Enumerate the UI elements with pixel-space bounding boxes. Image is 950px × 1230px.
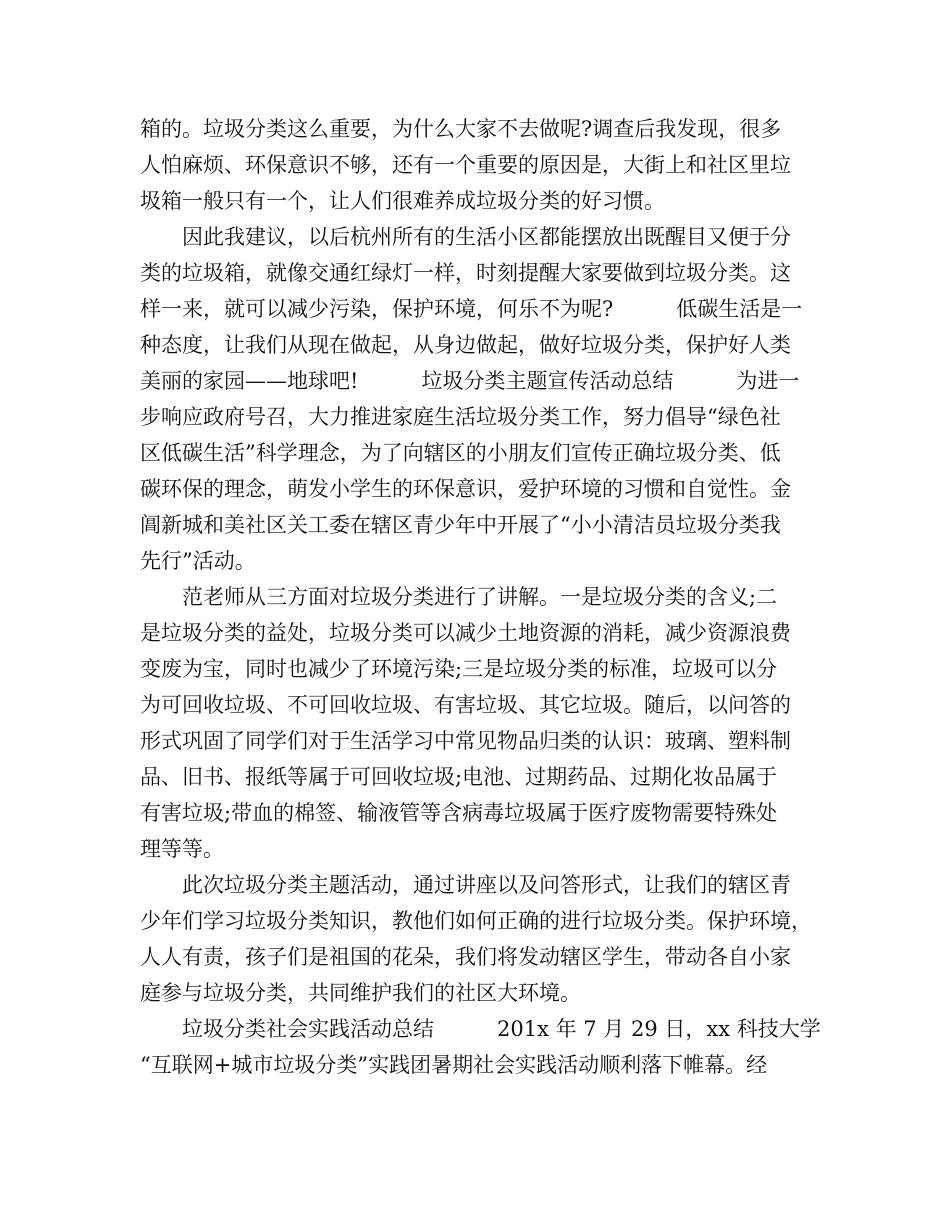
text-line: 美丽的家园——地球吧! 垃圾分类主题宣传活动总结 为进一 <box>140 369 800 393</box>
text-line: 为可回收垃圾、不可回收垃圾、有害垃圾、其它垃圾。随后，以问答的 <box>140 693 791 717</box>
text-line: 区低碳生活”科学理念，为了向辖区的小朋友们宣传正确垃圾分类、低 <box>140 441 781 465</box>
paragraph-2 <box>140 219 810 579</box>
text-line: 庭参与垃圾分类，共同维护我们的社区大环境。 <box>140 981 581 1005</box>
text-line: 变废为宝，同时也减少了环境污染;三是垃圾分类的标准，垃圾可以分 <box>140 657 778 681</box>
text-line: 垃圾分类社会实践活动总结 201x 年 7 月 29 日，xx 科技大学 <box>182 1017 821 1041</box>
document-page <box>140 111 821 1083</box>
text-line: 品、旧书、报纸等属于可回收垃圾;电池、过期药品、过期化妆品属于 <box>140 765 778 789</box>
paragraph-5 <box>140 1011 821 1083</box>
text-line: 因此我建议，以后杭州所有的生活小区都能摆放出既醒目又便于分 <box>182 225 791 249</box>
text-line: 人怕麻烦、环保意识不够，还有一个重要的原因是，大街上和社区里垃 <box>140 153 791 177</box>
paragraph-1 <box>140 111 810 219</box>
text-line: “互联网+城市垃圾分类”实践团暑期社会实践活动顺利落下帷幕。经 <box>140 1053 768 1077</box>
text-line: 阊新城和美社区关工委在辖区青少年中开展了“小小清洁员垃圾分类我 <box>140 513 781 537</box>
paragraph-4 <box>140 867 810 1011</box>
text-line: 箱的。垃圾分类这么重要，为什么大家不去做呢?调查后我发现，很多 <box>140 117 782 141</box>
text-line: 类的垃圾箱，就像交通红绿灯一样，时刻提醒大家要做到垃圾分类。这 <box>140 261 791 285</box>
text-line: 有害垃圾;带血的棉签、输液管等含病毒垃圾属于医疗废物需要特殊处 <box>140 801 778 825</box>
text-line: 样一来，就可以减少污染，保护环境，何乐不为呢? 低碳生活是一 <box>140 297 803 321</box>
text-line: 人人有责，孩子们是祖国的花朵，我们将发动辖区学生，带动各自小家 <box>140 945 791 969</box>
text-line: 圾箱一般只有一个，让人们很难养成垃圾分类的好习惯。 <box>140 189 665 213</box>
text-line: 碳环保的理念，萌发小学生的环保意识，爱护环境的习惯和自觉性。金 <box>140 477 791 501</box>
text-line: 种态度，让我们从现在做起，从身边做起，做好垃圾分类，保护好人类 <box>140 333 791 357</box>
text-line: 少年们学习垃圾分类知识，教他们如何正确的进行垃圾分类。保护环境， <box>140 909 812 933</box>
text-line: 理等等。 <box>140 837 224 861</box>
text-line: 范老师从三方面对垃圾分类进行了讲解。一是垃圾分类的含义;二 <box>182 585 778 609</box>
text-line: 先行”活动。 <box>140 549 256 573</box>
text-line: 是垃圾分类的益处，垃圾分类可以减少土地资源的消耗，减少资源浪费 <box>140 621 791 645</box>
text-line: 此次垃圾分类主题活动，通过讲座以及问答形式，让我们的辖区青 <box>182 873 791 897</box>
paragraph-3 <box>140 579 810 867</box>
text-line: 步响应政府号召，大力推进家庭生活垃圾分类工作，努力倡导“绿色社 <box>140 405 781 429</box>
text-line: 形式巩固了同学们对于生活学习中常见物品归类的认识：玻璃、塑料制 <box>140 729 791 753</box>
